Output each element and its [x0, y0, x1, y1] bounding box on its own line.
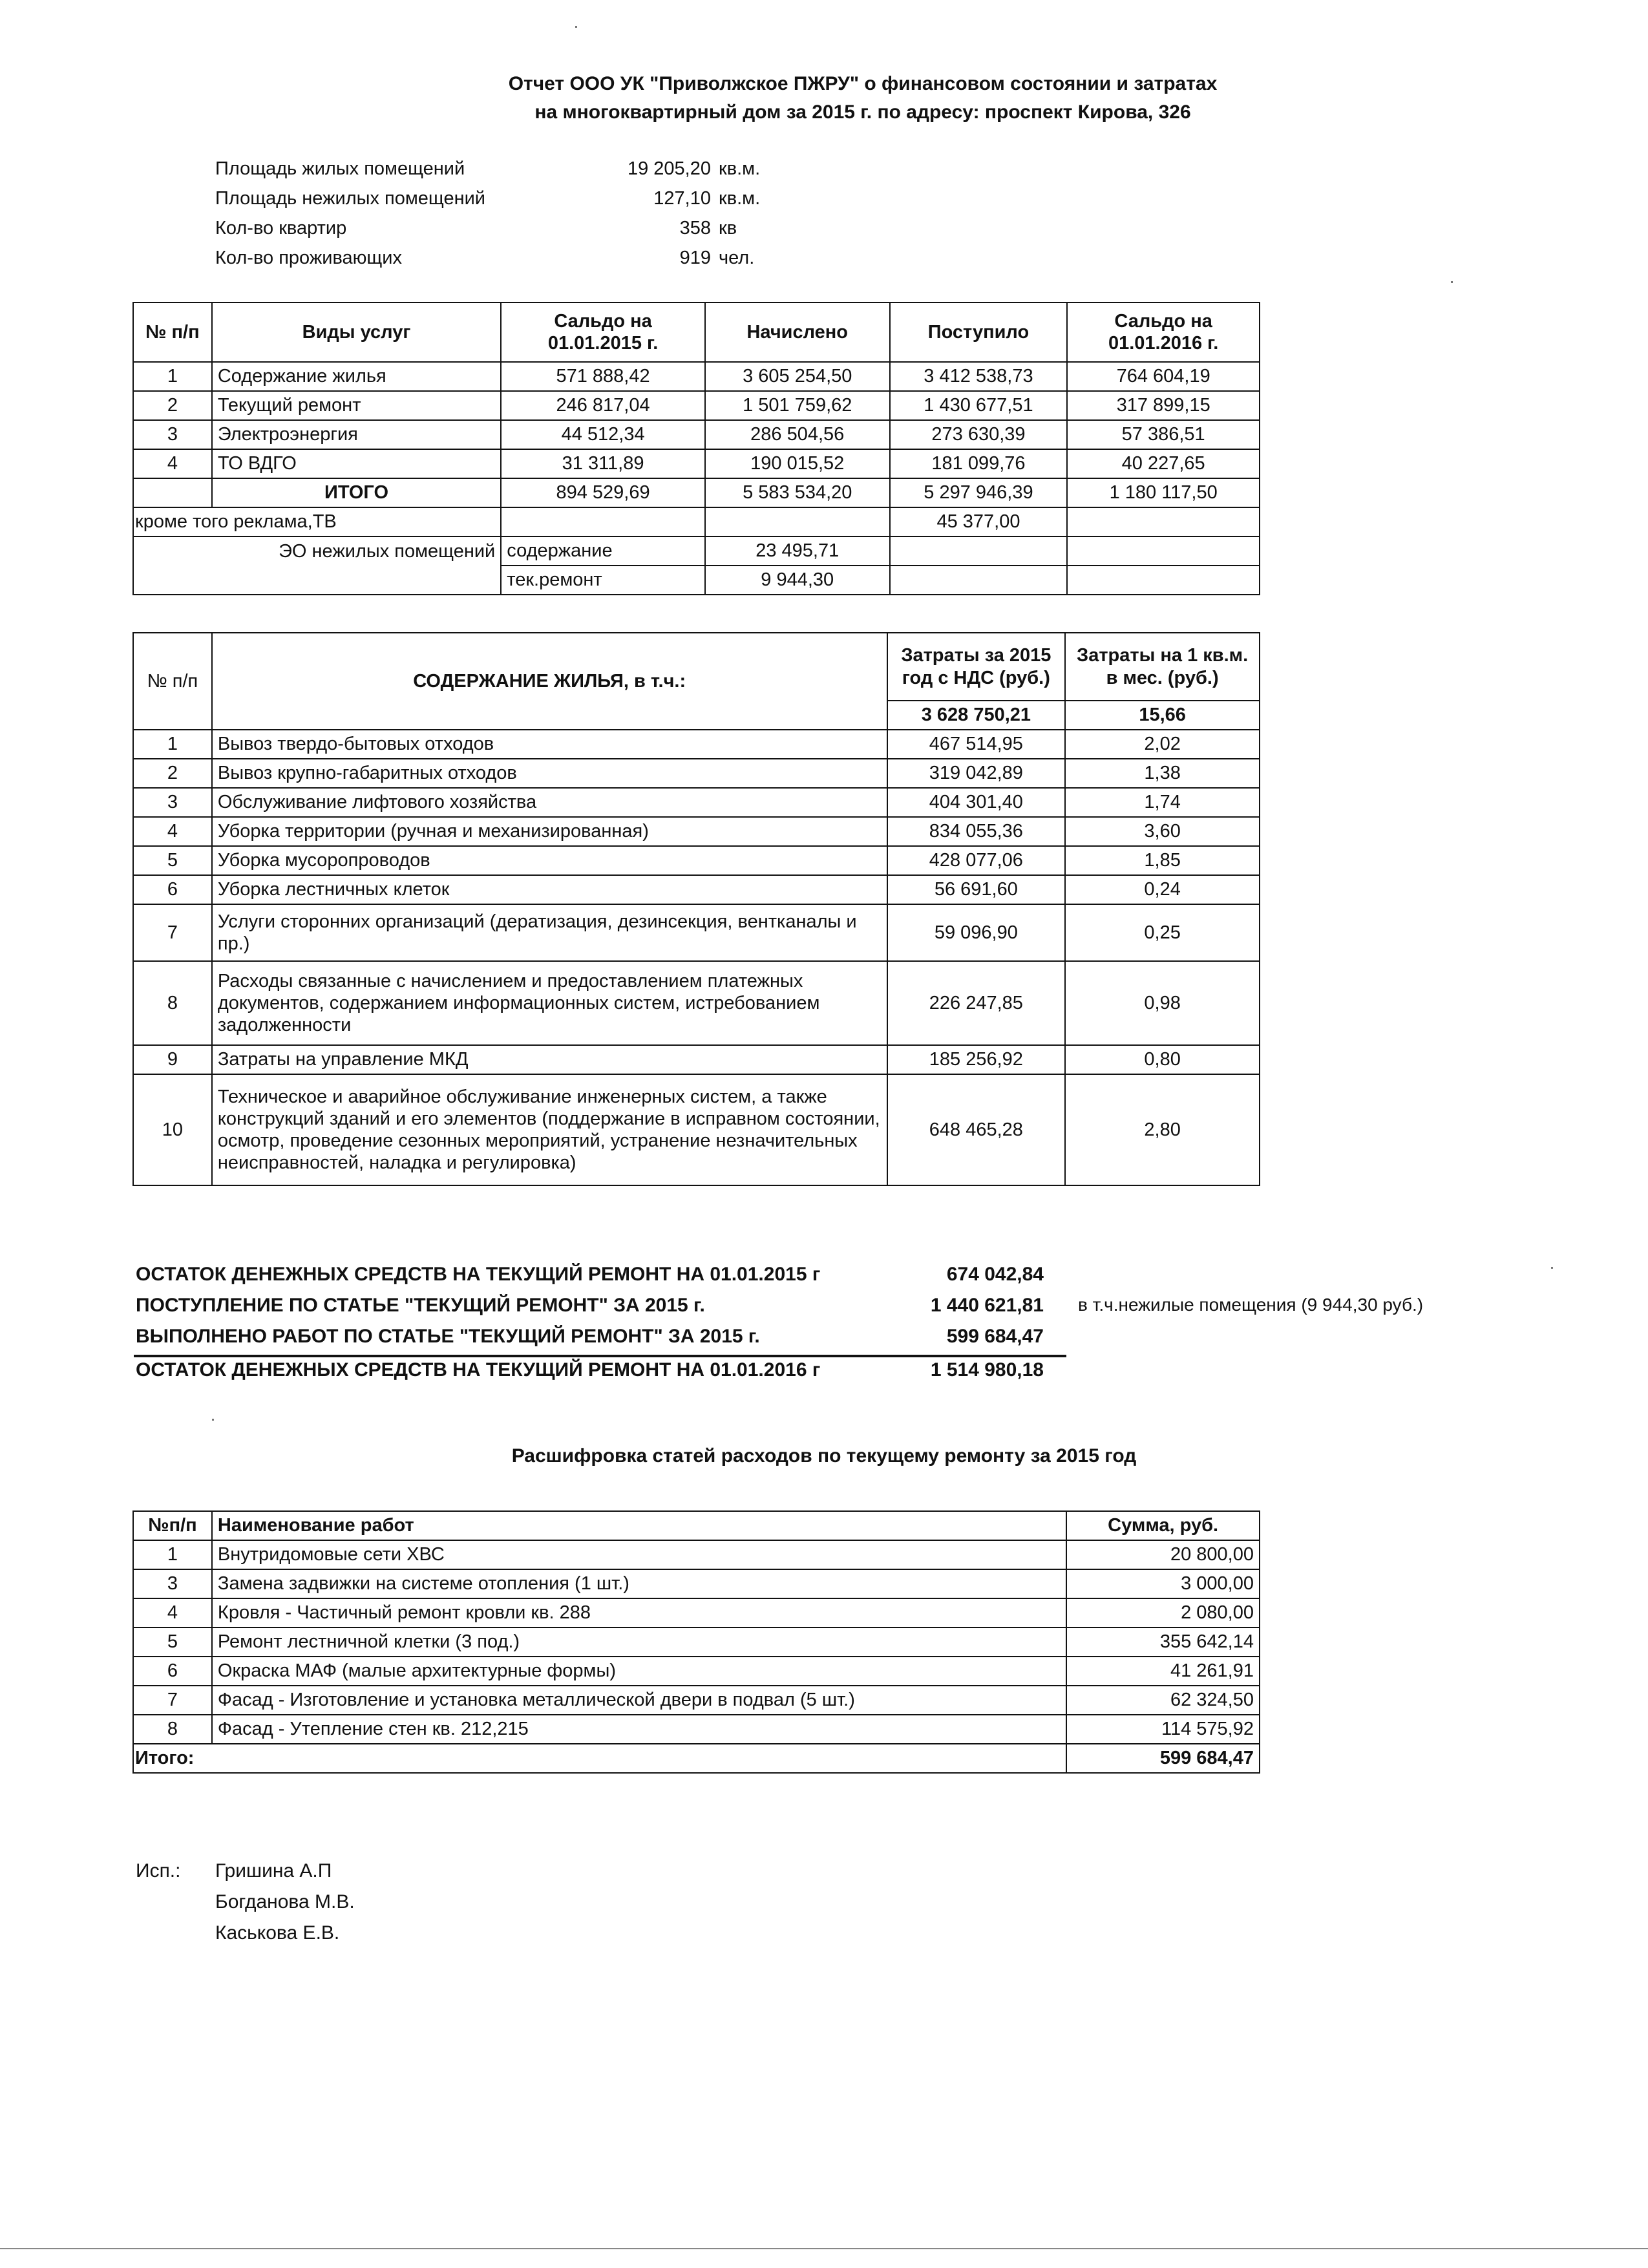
breakdown-title: Расшифровка статей расходов по текущему ремонту за 2015 год — [511, 1445, 1137, 1467]
total-sum: 599 684,47 — [1066, 1744, 1260, 1773]
start-balance: 571 888,42 — [501, 362, 705, 391]
nonresidential-value: 23 495,71 — [705, 536, 890, 566]
cost: 56 691,60 — [887, 875, 1066, 904]
total-end-balance: 1 180 117,50 — [1067, 478, 1260, 507]
table-row — [133, 1598, 1260, 1627]
total-label: ИТОГО — [212, 478, 501, 507]
maintenance-item: Обслуживание лифтового хозяйства — [212, 788, 887, 817]
maintenance-header-row — [133, 633, 1260, 701]
work-name: Ремонт лестничной клетки (3 под.) — [212, 1627, 1066, 1657]
row-num: 6 — [133, 875, 212, 904]
row-num: 10 — [133, 1074, 212, 1185]
cost-per-m2: 3,60 — [1065, 817, 1260, 846]
work-sum: 355 642,14 — [1066, 1627, 1260, 1657]
maintenance-item: Уборка мусоропроводов — [212, 846, 887, 875]
work-sum: 41 261,91 — [1066, 1657, 1260, 1686]
repair-summary-value: 1 440 621,81 — [930, 1295, 1044, 1316]
start-balance: 44 512,34 — [501, 420, 705, 449]
summary-divider — [134, 1355, 1066, 1357]
property-row — [0, 248, 1648, 273]
header-kind: Виды услуг — [212, 302, 501, 362]
table-row — [133, 1074, 1260, 1185]
received: 3 412 538,73 — [890, 362, 1068, 391]
header-num: № п/п — [133, 633, 212, 730]
header-end-balance: Сальдо на 01.01.2016 г. — [1067, 302, 1260, 362]
scan-edge-line — [0, 2248, 1648, 2249]
cost: 319 042,89 — [887, 759, 1066, 788]
cost-per-m2: 0,80 — [1065, 1045, 1260, 1074]
repair-summary-value: 1 514 980,18 — [930, 1359, 1044, 1381]
nonresidential-item: содержание — [501, 536, 705, 566]
row-num: 2 — [133, 391, 212, 420]
nonresidential-value: 9 944,30 — [705, 566, 890, 595]
maintenance-item: Расходы связанные с начислением и предоставлением платежных документов, содержанием информационных систем, истребованием задолженности — [212, 961, 887, 1045]
row-num: 4 — [133, 449, 212, 478]
table-row — [133, 1569, 1260, 1598]
work-name: Окраска МАФ (малые архитектурные формы) — [212, 1657, 1066, 1686]
row-num: 7 — [133, 904, 212, 961]
charged: 1 501 759,62 — [705, 391, 890, 420]
header-work-name: Наименование работ — [212, 1511, 1066, 1540]
work-sum: 2 080,00 — [1066, 1598, 1260, 1627]
total-start-balance: 894 529,69 — [501, 478, 705, 507]
cost: 834 055,36 — [887, 817, 1066, 846]
table-row — [133, 362, 1260, 391]
table-row — [133, 961, 1260, 1045]
scan-speck — [1551, 1267, 1553, 1269]
maintenance-item: Вывоз твердо-бытовых отходов — [212, 730, 887, 759]
property-row — [0, 218, 1648, 244]
breakdown-header-row — [133, 1511, 1260, 1540]
total-cost-per-m2: 15,66 — [1065, 701, 1260, 730]
property-value: 19 205,20 — [627, 158, 711, 179]
repair-summary-label: ПОСТУПЛЕНИЕ ПО СТАТЬЕ "ТЕКУЩИЙ РЕМОНТ" ЗА 2015 г. — [136, 1295, 705, 1316]
executor-name: Каськова Е.В. — [215, 1922, 340, 1944]
header-cost: Затраты за 2015 год с НДС (руб.) — [887, 633, 1066, 701]
property-unit: кв — [719, 218, 737, 238]
property-unit: кв.м. — [719, 188, 761, 209]
property-unit: чел. — [719, 248, 755, 268]
row-num: 6 — [133, 1657, 212, 1686]
row-num: 3 — [133, 1569, 212, 1598]
nonresidential-label: ЭО нежилых помещений — [133, 536, 501, 566]
header-charged: Начислено — [705, 302, 890, 362]
start-balance: 31 311,89 — [501, 449, 705, 478]
row-num: 8 — [133, 1715, 212, 1744]
work-name: Замена задвижки на системе отопления (1 шт.) — [212, 1569, 1066, 1598]
work-sum: 20 800,00 — [1066, 1540, 1260, 1569]
table-row — [133, 904, 1260, 961]
services-total-row — [133, 478, 1260, 507]
repair-summary-row — [0, 1295, 1648, 1323]
table-row — [133, 1686, 1260, 1715]
maintenance-table — [132, 632, 1260, 1186]
cost: 226 247,85 — [887, 961, 1066, 1045]
ads-label: кроме того реклама,ТВ — [133, 507, 501, 536]
property-value: 127,10 — [653, 188, 711, 209]
row-num: 9 — [133, 1045, 212, 1074]
property-label: Кол-во квартир — [215, 218, 347, 238]
repair-summary-note: в т.ч.нежилые помещения (9 944,30 руб.) — [1078, 1295, 1424, 1315]
property-label: Площадь нежилых помещений — [215, 188, 486, 209]
total-label: Итого: — [133, 1744, 1066, 1773]
repair-summary-row — [0, 1359, 1648, 1388]
table-row — [133, 788, 1260, 817]
breakdown-table — [132, 1510, 1260, 1774]
received: 1 430 677,51 — [890, 391, 1068, 420]
header-sum: Сумма, руб. — [1066, 1511, 1260, 1540]
total-received: 5 297 946,39 — [890, 478, 1068, 507]
repair-summary-value: 674 042,84 — [946, 1264, 1044, 1285]
executor-name: Гришина А.П — [215, 1860, 332, 1881]
maintenance-item: Уборка территории (ручная и механизированная) — [212, 817, 887, 846]
repair-summary-row — [0, 1264, 1648, 1292]
table-row — [133, 1540, 1260, 1569]
service-name: Текущий ремонт — [212, 391, 501, 420]
cost-per-m2: 1,85 — [1065, 846, 1260, 875]
table-row — [133, 1627, 1260, 1657]
table-row — [133, 759, 1260, 788]
table-row — [133, 817, 1260, 846]
service-name: Электроэнергия — [212, 420, 501, 449]
table-row — [133, 391, 1260, 420]
cost-per-m2: 1,38 — [1065, 759, 1260, 788]
repair-summary-label: ОСТАТОК ДЕНЕЖНЫХ СРЕДСТВ НА ТЕКУЩИЙ РЕМОНТ НА 01.01.2015 г — [136, 1264, 821, 1285]
nonresidential-item: тек.ремонт — [501, 566, 705, 595]
cost-per-m2: 0,25 — [1065, 904, 1260, 961]
table-row — [133, 846, 1260, 875]
services-table — [132, 302, 1260, 595]
cost-per-m2: 2,80 — [1065, 1074, 1260, 1185]
row-num: 4 — [133, 817, 212, 846]
executors-label: Исп.: — [136, 1860, 181, 1881]
header-received: Поступило — [890, 302, 1068, 362]
row-num: 1 — [133, 1540, 212, 1569]
charged: 286 504,56 — [705, 420, 890, 449]
service-name: Содержание жилья — [212, 362, 501, 391]
nonresidential-row — [133, 566, 1260, 595]
property-label: Кол-во проживающих — [215, 248, 402, 268]
row-num: 8 — [133, 961, 212, 1045]
header-cost-per-m2: Затраты на 1 кв.м. в мес. (руб.) — [1065, 633, 1260, 701]
table-row — [133, 1657, 1260, 1686]
work-name: Фасад - Изготовление и установка металлической двери в подвал (5 шт.) — [212, 1686, 1066, 1715]
ads-received: 45 377,00 — [890, 507, 1068, 536]
table-row — [133, 449, 1260, 478]
charged: 3 605 254,50 — [705, 362, 890, 391]
row-num: 4 — [133, 1598, 212, 1627]
cost: 404 301,40 — [887, 788, 1066, 817]
table-row — [133, 1715, 1260, 1744]
row-num: 7 — [133, 1686, 212, 1715]
breakdown-total-row — [133, 1744, 1260, 1773]
services-header-row — [133, 302, 1260, 362]
maintenance-item: Вывоз крупно-габаритных отходов — [212, 759, 887, 788]
received: 181 099,76 — [890, 449, 1068, 478]
property-label: Площадь жилых помещений — [215, 158, 465, 179]
property-row — [0, 158, 1648, 184]
maintenance-item: Затраты на управление МКД — [212, 1045, 887, 1074]
repair-summary-value: 599 684,47 — [946, 1326, 1044, 1347]
table-row — [133, 420, 1260, 449]
property-value: 919 — [679, 248, 711, 268]
end-balance: 317 899,15 — [1067, 391, 1260, 420]
end-balance: 764 604,19 — [1067, 362, 1260, 391]
header-maintenance-title: СОДЕРЖАНИЕ ЖИЛЬЯ, в т.ч.: — [212, 633, 887, 730]
total-cost: 3 628 750,21 — [887, 701, 1066, 730]
cost: 428 077,06 — [887, 846, 1066, 875]
cost-per-m2: 0,24 — [1065, 875, 1260, 904]
report-title-line-2: на многоквартирный дом за 2015 г. по адресу: проспект Кирова, 326 — [534, 101, 1191, 123]
cost-per-m2: 2,02 — [1065, 730, 1260, 759]
nonresidential-row — [133, 536, 1260, 566]
cost-per-m2: 0,98 — [1065, 961, 1260, 1045]
row-num: 2 — [133, 759, 212, 788]
header-start-balance: Сальдо на 01.01.2015 г. — [501, 302, 705, 362]
cost: 648 465,28 — [887, 1074, 1066, 1185]
repair-summary-row — [0, 1326, 1648, 1354]
maintenance-item: Услуги сторонних организаций (дератизация, дезинсекция, вентканалы и пр.) — [212, 904, 887, 961]
row-num: 1 — [133, 362, 212, 391]
property-value: 358 — [679, 218, 711, 238]
start-balance: 246 817,04 — [501, 391, 705, 420]
maintenance-item: Техническое и аварийное обслуживание инженерных систем, а также конструкций зданий и его элементов (поддержание в исправном состоянии, осмотр, проведение сезонных мероприятий, устранение незначительных неисправностей, наладка и регулировка) — [212, 1074, 887, 1185]
work-name: Фасад - Утепление стен кв. 212,215 — [212, 1715, 1066, 1744]
total-charged: 5 583 534,20 — [705, 478, 890, 507]
work-sum: 62 324,50 — [1066, 1686, 1260, 1715]
report-title-line-1: Отчет ООО УК "Приволжское ПЖРУ" о финансовом состоянии и затратах — [508, 73, 1218, 94]
repair-summary-label: ВЫПОЛНЕНО РАБОТ ПО СТАТЬЕ "ТЕКУЩИЙ РЕМОНТ" ЗА 2015 г. — [136, 1326, 760, 1347]
service-name: ТО ВДГО — [212, 449, 501, 478]
property-unit: кв.м. — [719, 158, 761, 179]
row-num: 3 — [133, 788, 212, 817]
work-sum: 3 000,00 — [1066, 1569, 1260, 1598]
property-row — [0, 188, 1648, 214]
scan-speck — [1451, 281, 1453, 283]
received: 273 630,39 — [890, 420, 1068, 449]
cost-per-m2: 1,74 — [1065, 788, 1260, 817]
charged: 190 015,52 — [705, 449, 890, 478]
table-row — [133, 1045, 1260, 1074]
table-row — [133, 875, 1260, 904]
work-name: Кровля - Частичный ремонт кровли кв. 288 — [212, 1598, 1066, 1627]
maintenance-item: Уборка лестничных клеток — [212, 875, 887, 904]
scan-speck — [212, 1419, 214, 1421]
ads-row — [133, 507, 1260, 536]
scan-speck — [575, 26, 577, 28]
end-balance: 57 386,51 — [1067, 420, 1260, 449]
row-num: 5 — [133, 1627, 212, 1657]
row-num: 5 — [133, 846, 212, 875]
cost: 59 096,90 — [887, 904, 1066, 961]
repair-summary-label: ОСТАТОК ДЕНЕЖНЫХ СРЕДСТВ НА ТЕКУЩИЙ РЕМОНТ НА 01.01.2016 г — [136, 1359, 821, 1381]
work-sum: 114 575,92 — [1066, 1715, 1260, 1744]
executor-name: Богданова М.В. — [215, 1891, 355, 1913]
cost: 185 256,92 — [887, 1045, 1066, 1074]
header-num: №п/п — [133, 1511, 212, 1540]
table-row — [133, 730, 1260, 759]
cost: 467 514,95 — [887, 730, 1066, 759]
end-balance: 40 227,65 — [1067, 449, 1260, 478]
row-num: 1 — [133, 730, 212, 759]
header-num: № п/п — [133, 302, 212, 362]
row-num: 3 — [133, 420, 212, 449]
work-name: Внутридомовые сети ХВС — [212, 1540, 1066, 1569]
